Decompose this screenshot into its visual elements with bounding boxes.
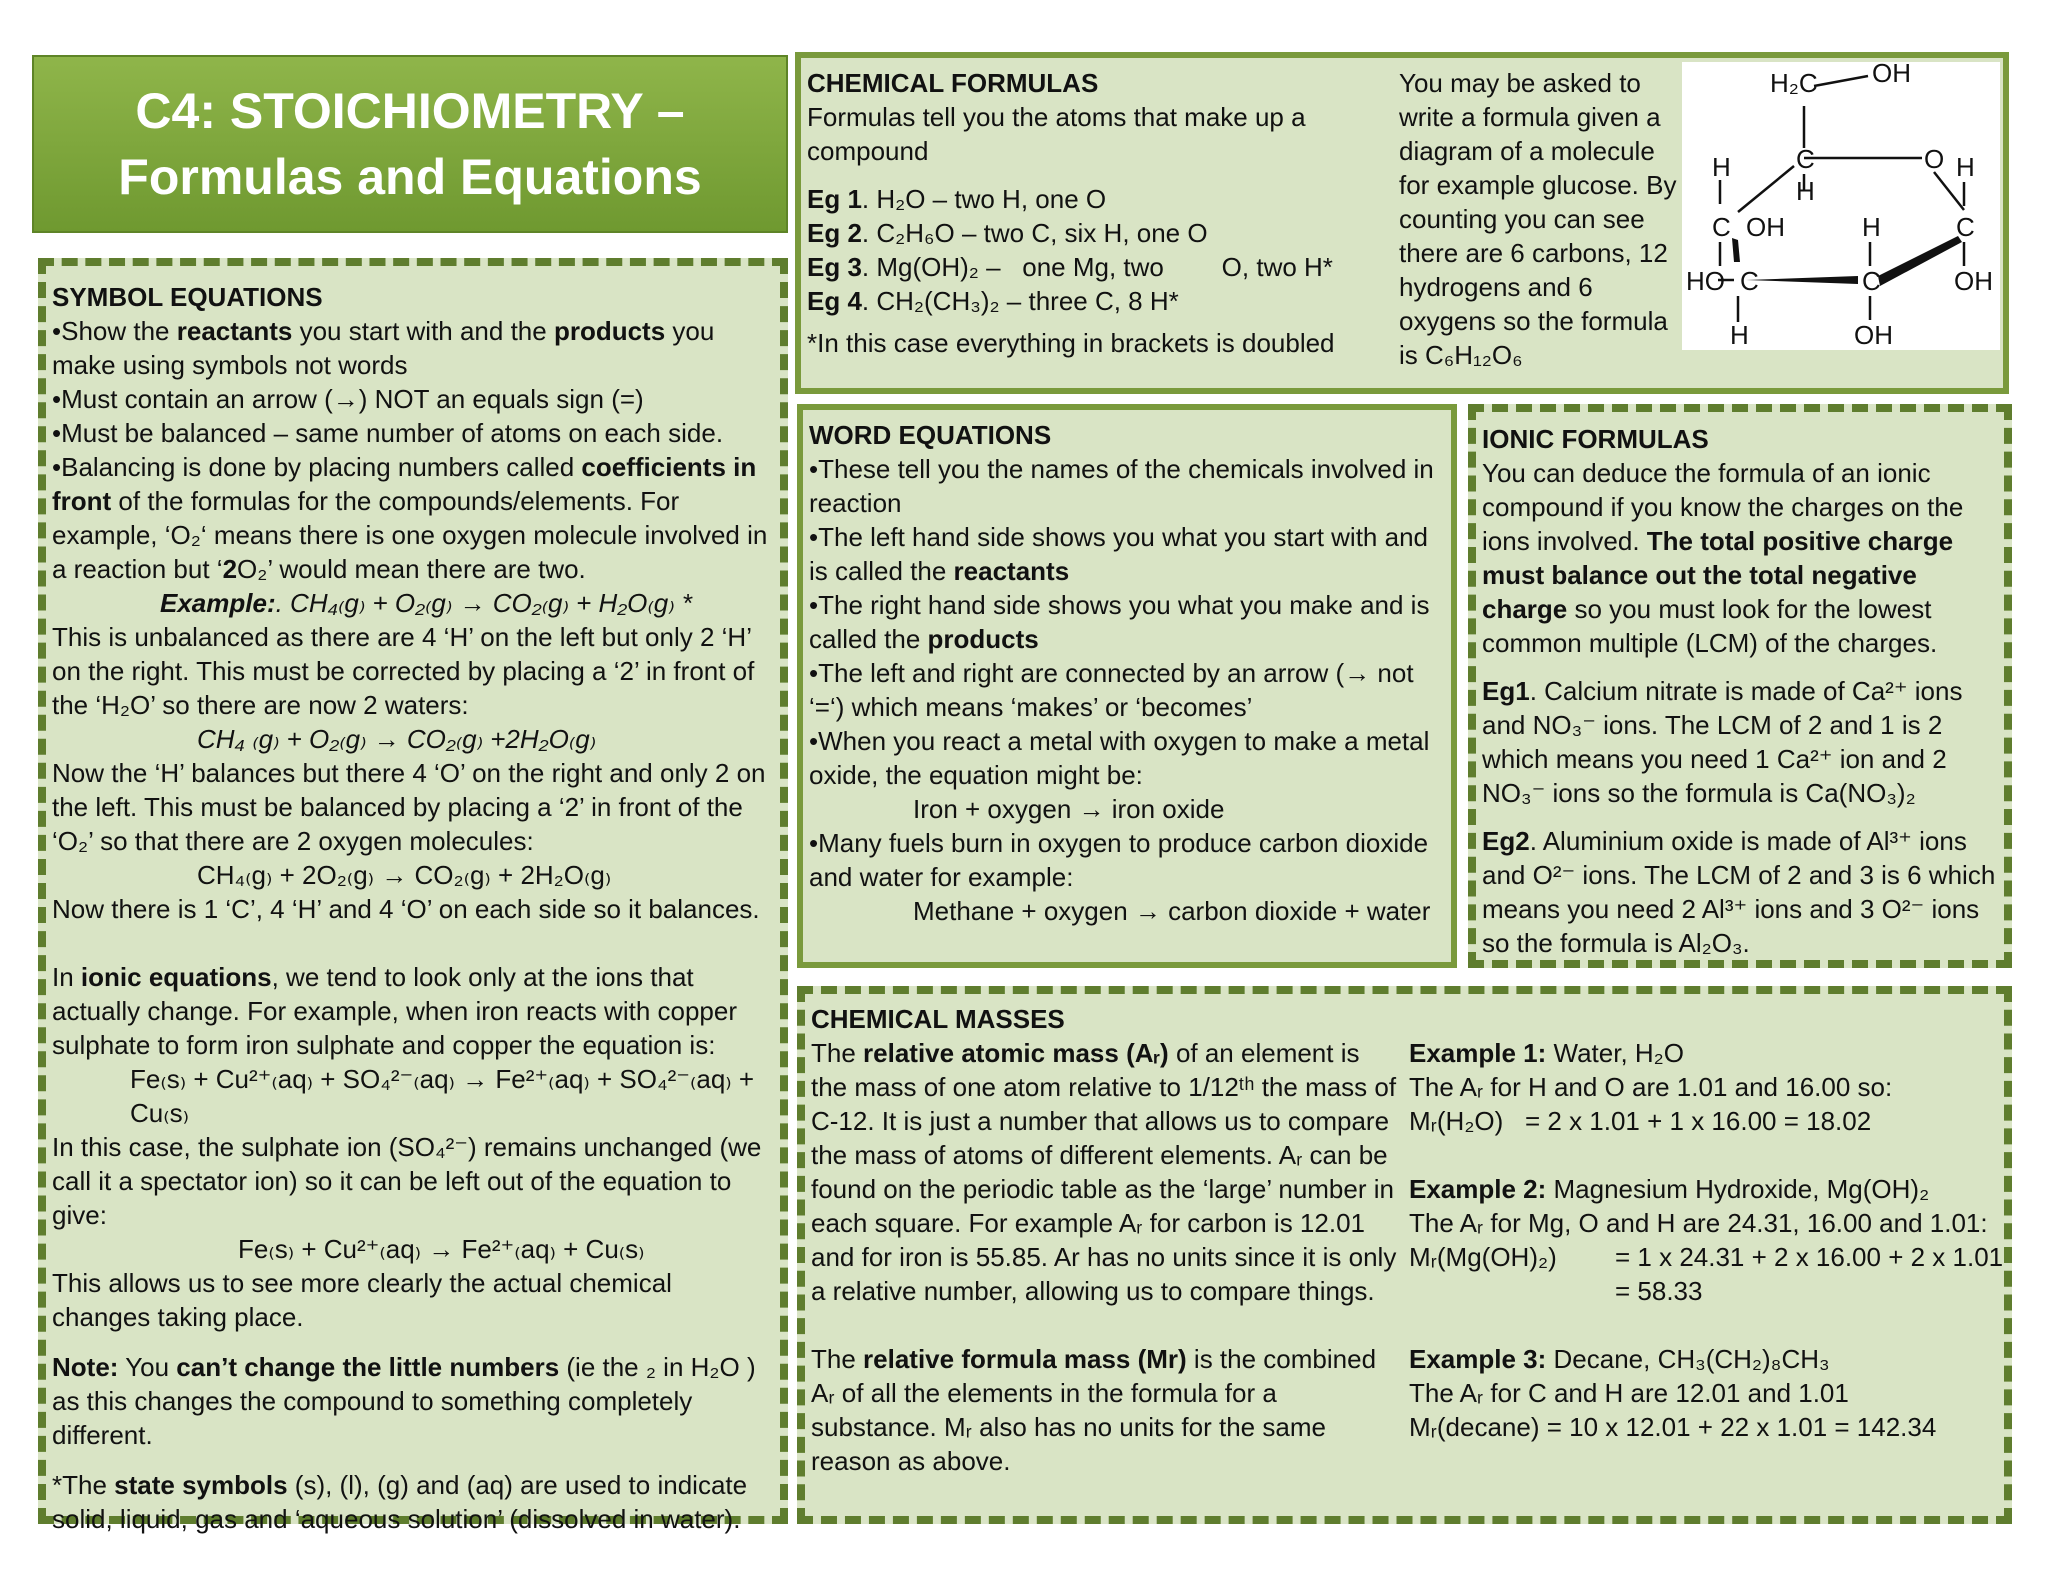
atom-label: OH [1854, 320, 1893, 350]
word-bullet-3: •The right hand side shows you what you make and is called the products [809, 590, 1430, 654]
formulas-main-column [807, 66, 1367, 360]
glucose-structure-svg [1682, 62, 2000, 350]
word-equations-panel [797, 404, 1457, 968]
ionic-intro: You can deduce the formula of an ionic compound if you know the charges on the ions involved. The total positive charge must balance out the total negative charge so you must look for the lowest common multiple (LCM) of the charges. [1482, 458, 1964, 658]
masses-main-column [811, 1002, 1401, 1478]
chemical-masses-heading: CHEMICAL MASSES [811, 1004, 1065, 1034]
title-banner [32, 55, 788, 233]
equation-4: Fe₍s₎ + Cu²⁺₍aq₎ + SO₄²⁻₍aq₎ → Fe²⁺₍aq₎ + SO₄²⁻₍aq₎ + Cu₍s₎ [130, 1064, 755, 1128]
atom-label: C [1862, 266, 1881, 296]
title-line-1: C4: STOICHIOMETRY – [135, 83, 685, 139]
atom-label: H [1730, 320, 1749, 350]
word-bullet-1: •These tell you the names of the chemicals involved in reaction [809, 454, 1434, 518]
mass-example-2-title: Example 2: Magnesium Hydroxide, Mg(OH)₂ [1409, 1174, 1930, 1204]
example-equation: Example:. CH₄₍g₎ + O₂₍g₎ → CO₂₍g₎ + H₂O₍g₎ * [160, 588, 692, 618]
equation-3: CH₄₍g₎ + 2O₂₍g₎ → CO₂₍g₎ + 2H₂O₍g₎ [197, 860, 612, 890]
formula-example-1: Eg 1. H₂O – two H, one O [807, 184, 1107, 214]
ionic-example-2: Eg2. Aluminium oxide is made of Al³⁺ ions and O²⁻ ions. The LCM of 2 and 3 is 6 which means you need 2 Al³⁺ ions and 3 O²⁻ ions so the formula is Al₂O₃. [1482, 826, 1996, 958]
mass-example-1-line-1: The Aᵣ for H and O are 1.01 and 16.00 so: [1409, 1072, 1893, 1102]
unbalanced-explanation: This is unbalanced as there are 4 ‘H’ on the left but only 2 ‘H’ on the right. This must be corrected by placing a ‘2’ in front of the ‘H₂O’ so there are now 2 waters: [52, 622, 755, 720]
atom-label: OH [1872, 62, 1911, 88]
atom-label: OH [1746, 212, 1785, 242]
mass-example-2-line-3: = 58.33 [1615, 1276, 1703, 1306]
relative-atomic-mass-paragraph: The relative atomic mass (Aᵣ) of an element is the mass of one atom relative to 1/12ᵗʰ the mass of C-12. It is just a number that allows us to compare the mass of atoms of different elements. Aᵣ can be found on the periodic table as the ‘large’ number in each square. For example Aᵣ for carbon is 12.01 and for iron is 55.85. Ar has no units since it is only a relative number, allowing us to compare things. [811, 1038, 1397, 1306]
masses-examples-column [1409, 1036, 2009, 1444]
atom-label: C [1956, 212, 1975, 242]
formula-example-3: Eg 3. Mg(OH)₂ – one Mg, two O, two H* [807, 252, 1333, 282]
spectator-explanation: In this case, the sulphate ion (SO₄²⁻) remains unchanged (we call it a spectator ion) so it can be left out of the equation to give: [52, 1132, 762, 1230]
mass-example-1-title: Example 1: Water, H₂O [1409, 1038, 1685, 1068]
balanced-statement: Now there is 1 ‘C’, 4 ‘H’ and 4 ‘O’ on each side so it balances. [52, 894, 760, 924]
mass-example-1-line-2: Mᵣ(H₂O) = 2 x 1.01 + 1 x 16.00 = 18.02 [1409, 1106, 1872, 1136]
formula-example-2: Eg 2. C₂H₆O – two C, six H, one O [807, 218, 1208, 248]
mass-example-3-line-2: Mᵣ(decane) = 10 x 12.01 + 22 x 1.01 = 142.34 [1409, 1412, 1937, 1442]
atom-label: OH [1954, 266, 1993, 296]
word-equation-2: Methane + oxygen → carbon dioxide + water [913, 896, 1431, 926]
symbol-bullet-1: •Show the reactants you start with and the products you make using symbols not words [52, 316, 715, 380]
formula-example-4: Eg 4. CH₂(CH₃)₂ – three C, 8 H* [807, 286, 1179, 316]
ionic-formulas-panel [1468, 404, 2012, 968]
mass-example-3-line-1: The Aᵣ for C and H are 12.01 and 1.01 [1409, 1378, 1849, 1408]
atom-label: C [1740, 266, 1759, 296]
atom-label: H [1796, 176, 1815, 206]
state-symbols-note: *The state symbols (s), (l), (g) and (aq) are used to indicate solid, liquid, gas and ‘aqueous solution’ (dissolved in water). [52, 1470, 748, 1534]
word-equations-heading: WORD EQUATIONS [809, 420, 1052, 450]
chemical-changes-statement: This allows us to see more clearly the actual chemical changes taking place. [52, 1268, 672, 1332]
atom-label: HO [1686, 266, 1725, 296]
symbol-equations-panel [38, 258, 788, 1534]
symbol-bullet-2: •Must contain an arrow (→) NOT an equals sign (=) [52, 384, 644, 414]
atom-label: H [1956, 152, 1975, 182]
mass-example-2-line-1: The Aᵣ for Mg, O and H are 24.31, 16.00 and 1.01: [1409, 1208, 1988, 1238]
word-bullet-4: •The left and right are connected by an arrow (→ not ‘=‘) which means ‘makes’ or ‘becomes’ [809, 658, 1414, 722]
symbol-equations-heading: SYMBOL EQUATIONS [52, 282, 323, 312]
ionic-example-1: Eg1. Calcium nitrate is made of Ca²⁺ ions and NO₃⁻ ions. The LCM of 2 and 1 is 2 which means you need 1 Ca²⁺ ion and 2 NO₃⁻ ions so the formula is Ca(NO₃)₂ [1482, 676, 1963, 808]
symbol-bullet-3: •Must be balanced – same number of atoms on each side. [52, 418, 724, 448]
mass-example-2-line-2: Mᵣ(Mg(OH)₂) = 1 x 24.31 + 2 x 16.00 + 2 x 1.01 [1409, 1242, 2004, 1272]
atom-label: H [1712, 152, 1731, 182]
symbol-bullet-4: •Balancing is done by placing numbers called coefficients in front of the formulas for the compounds/elements. For example, ‘O₂‘ means there is one oxygen molecule involved in a reaction but ‘2O₂’ would mean there are two. [52, 452, 768, 584]
word-bullet-6: •Many fuels burn in oxygen to produce carbon dioxide and water for example: [809, 828, 1429, 892]
ionic-formulas-heading: IONIC FORMULAS [1482, 424, 1709, 454]
chemical-formulas-heading: CHEMICAL FORMULAS [807, 68, 1099, 98]
mass-example-3-title: Example 3: Decane, CH₃(CH₂)₈CH₃ [1409, 1344, 1830, 1374]
title-line-2: Formulas and Equations [118, 149, 702, 205]
atom-label: C [1796, 144, 1815, 174]
chemical-masses-panel [797, 986, 2012, 1524]
ionic-equations-intro: In ionic equations, we tend to look only at the ions that actually change. For example, when iron reacts with copper sulphate to form iron sulphate and copper the equation is: [52, 962, 738, 1060]
word-bullet-2: •The left hand side shows you what you start with and is called the reactants [809, 522, 1428, 586]
word-bullet-5: •When you react a metal with oxygen to make a metal oxide, the equation might be: [809, 726, 1430, 790]
brackets-footnote: *In this case everything in brackets is doubled [807, 328, 1335, 358]
equation-2: CH₄ ₍g₎ + O₂₍g₎ → CO₂₍g₎ +2H₂O₍g₎ [197, 724, 597, 754]
word-equation-1: Iron + oxygen → iron oxide [913, 794, 1225, 824]
atom-label: C [1712, 212, 1731, 242]
glucose-explanation: You may be asked to write a formula given a diagram of a molecule for example glucose. By counting you can see there are 6 carbons, 12 hydrogens and 6 oxygens so the formula is C₆H₁₂O₆ [1399, 68, 1677, 370]
formulas-intro: Formulas tell you the atoms that make up a compound [807, 102, 1306, 166]
atom-label: O [1924, 144, 1945, 174]
equation-5: Fe₍s₎ + Cu²⁺₍aq₎ → Fe²⁺₍aq₎ + Cu₍s₎ [238, 1234, 645, 1264]
atom-label: H₂C [1770, 68, 1818, 98]
atom-label: H [1862, 212, 1881, 242]
relative-formula-mass-paragraph: The relative formula mass (Mr) is the combined Aᵣ of all the elements in the formula for a substance. Mᵣ also has no units for the same reason as above. [811, 1344, 1377, 1476]
note-paragraph: Note: You can’t change the little numbers (ie the ₂ in H₂O ) as this changes the compound to something completely different. [52, 1352, 756, 1450]
glucose-molecule-diagram [1682, 62, 2000, 350]
balance-o-explanation: Now the ‘H’ balances but there 4 ‘O’ on the right and only 2 on the left. This must be balanced by placing a ‘2’ in front of the ‘O₂’ so that there are 2 oxygen molecules: [52, 758, 766, 856]
